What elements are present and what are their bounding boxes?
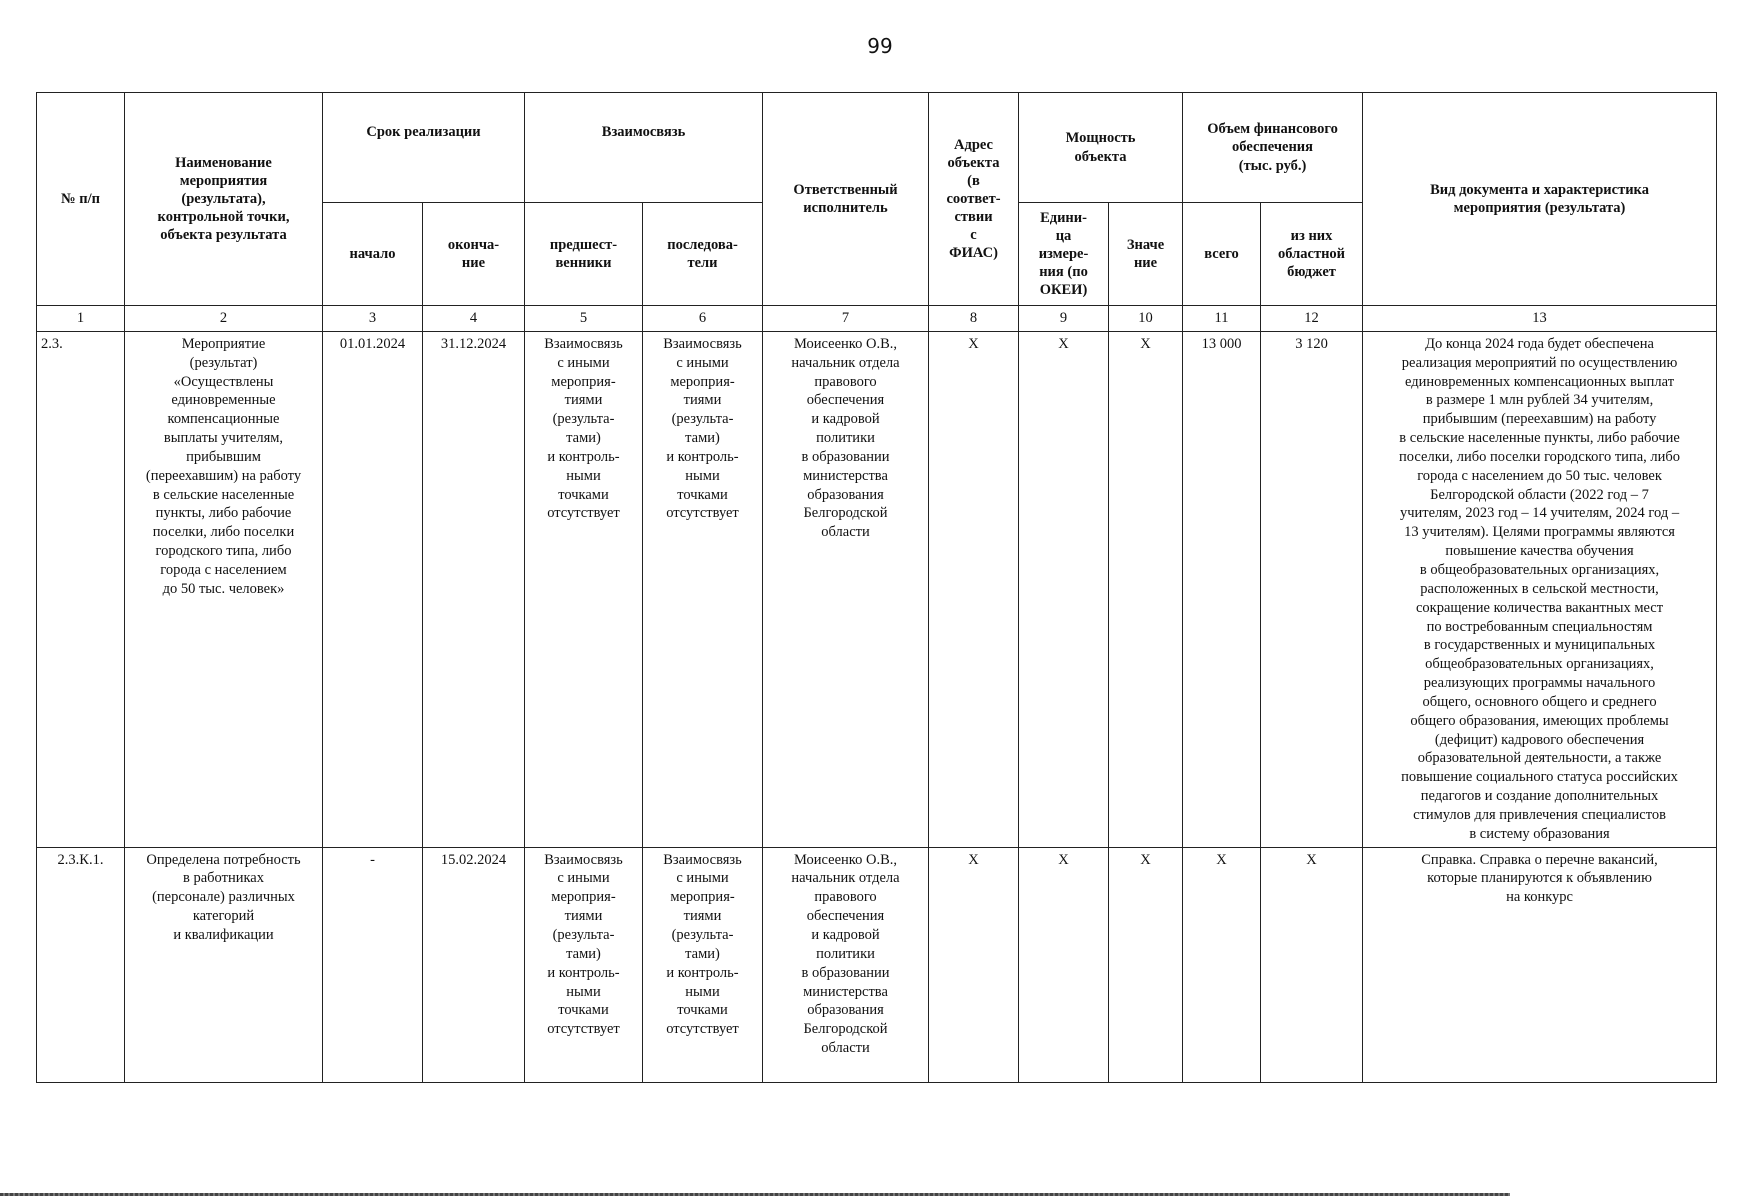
column-number: 12: [1261, 306, 1363, 332]
row-prev: Взаимосвязь с иными мероприя- тиями (результа- тами) и контроль- ными точками отсутствует: [525, 847, 643, 1082]
column-number: 13: [1363, 306, 1717, 332]
column-number: 10: [1109, 306, 1183, 332]
row-address: X: [929, 847, 1019, 1082]
row-next: Взаимосвязь с иными мероприя- тиями (результа- тами) и контроль- ными точками отсутствует: [643, 331, 763, 847]
header-address: Адрес объекта (в соответ- ствии с ФИАС): [929, 93, 1019, 306]
header-capacity: Мощность объекта: [1019, 93, 1183, 203]
row-unit: X: [1019, 331, 1109, 847]
table-row: [37, 847, 1717, 1082]
row-name: Определена потребность в работниках (персонале) различных категорий и квалификации: [125, 847, 323, 1082]
row-doc: Справка. Справка о перечне вакансий, которые планируются к объявлению на конкурс: [1363, 847, 1717, 1082]
row-unit: X: [1019, 847, 1109, 1082]
header-row-1: [37, 93, 1717, 203]
page-number: 99: [867, 34, 893, 58]
header-finance-total: всего: [1183, 203, 1261, 306]
row-name: Мероприятие (результат) «Осуществлены единовременные компенсационные выплаты учителям, прибывшим (переехавшим) на работу в сельские населенные пункты, либо рабочие поселки, либо поселки городского типа, либо города с населением до 50 тыс. человек»: [125, 331, 323, 847]
column-number: 1: [37, 306, 125, 332]
column-number: 7: [763, 306, 929, 332]
header-finance: Объем финансового обеспечения (тыс. руб.): [1183, 93, 1363, 203]
column-number-row: [37, 306, 1717, 332]
row-total: X: [1183, 847, 1261, 1082]
scan-edge-line: [0, 1193, 1510, 1196]
row-regional: X: [1261, 847, 1363, 1082]
header-doc-type: Вид документа и характеристика мероприятия (результата): [1363, 93, 1717, 306]
header-period-end: оконча- ние: [423, 203, 525, 306]
table-row: [37, 331, 1717, 847]
column-number: 8: [929, 306, 1019, 332]
row-next: Взаимосвязь с иными мероприя- тиями (результа- тами) и контроль- ными точками отсутствует: [643, 847, 763, 1082]
header-num: № п/п: [37, 93, 125, 306]
row-num: 2.3.К.1.: [37, 847, 125, 1082]
row-regional: 3 120: [1261, 331, 1363, 847]
row-total: 13 000: [1183, 331, 1261, 847]
header-relation: Взаимосвязь: [525, 93, 763, 203]
row-end: 31.12.2024: [423, 331, 525, 847]
column-number: 6: [643, 306, 763, 332]
header-relation-next: последова- тели: [643, 203, 763, 306]
header-finance-regional: из них областной бюджет: [1261, 203, 1363, 306]
row-start: -: [323, 847, 423, 1082]
activities-table: [36, 92, 1717, 1083]
row-prev: Взаимосвязь с иными мероприя- тиями (результа- тами) и контроль- ными точками отсутствует: [525, 331, 643, 847]
header-period-start: начало: [323, 203, 423, 306]
header-responsible: Ответственный исполнитель: [763, 93, 929, 306]
column-number: 2: [125, 306, 323, 332]
column-number: 11: [1183, 306, 1261, 332]
row-responsible: Моисеенко О.В., начальник отдела правового обеспечения и кадровой политики в образовании министерства образования Белгородской области: [763, 847, 929, 1082]
row-doc: До конца 2024 года будет обеспечена реализация мероприятий по осуществлению единовременных компенсационных выплат в размере 1 млн рублей 34 учителям, прибывшим (переехавшим) на работу в сельские населенные пункты, либо рабочие поселки, либо поселки городского типа, либо города с населением до 50 тыс. человек Белгородской области (2022 год – 7 учителям, 2023 год – 14 учителям, 2024 год – 13 учителям). Целями программы являются повышение качества обучения в общеобразовательных организациях, расположенных в сельской местности, сокращение количества вакантных мест по востребованным специальностям в государственных и муниципальных общеобразовательных организациях, реализующих программы начального общего, основного общего и среднего общего образования, имеющих проблемы (дефицит) кадрового обеспечения образовательной деятельности, а также повышение социального статуса российских педагогов и создание дополнительных стимулов для привлечения специалистов в систему образования: [1363, 331, 1717, 847]
row-value: X: [1109, 847, 1183, 1082]
column-number: 5: [525, 306, 643, 332]
row-value: X: [1109, 331, 1183, 847]
row-end: 15.02.2024: [423, 847, 525, 1082]
header-name: Наименование мероприятия (результата), контрольной точки, объекта результата: [125, 93, 323, 306]
header-capacity-unit: Едини- ца измере- ния (по ОКЕИ): [1019, 203, 1109, 306]
row-responsible: Моисеенко О.В., начальник отдела правового обеспечения и кадровой политики в образовании министерства образования Белгородской области: [763, 331, 929, 847]
column-number: 4: [423, 306, 525, 332]
header-period: Срок реализации: [323, 93, 525, 203]
header-relation-prev: предшест- венники: [525, 203, 643, 306]
column-number: 3: [323, 306, 423, 332]
row-address: X: [929, 331, 1019, 847]
column-number: 9: [1019, 306, 1109, 332]
row-num: 2.3.: [37, 331, 125, 847]
row-start: 01.01.2024: [323, 331, 423, 847]
header-capacity-value: Значе ние: [1109, 203, 1183, 306]
